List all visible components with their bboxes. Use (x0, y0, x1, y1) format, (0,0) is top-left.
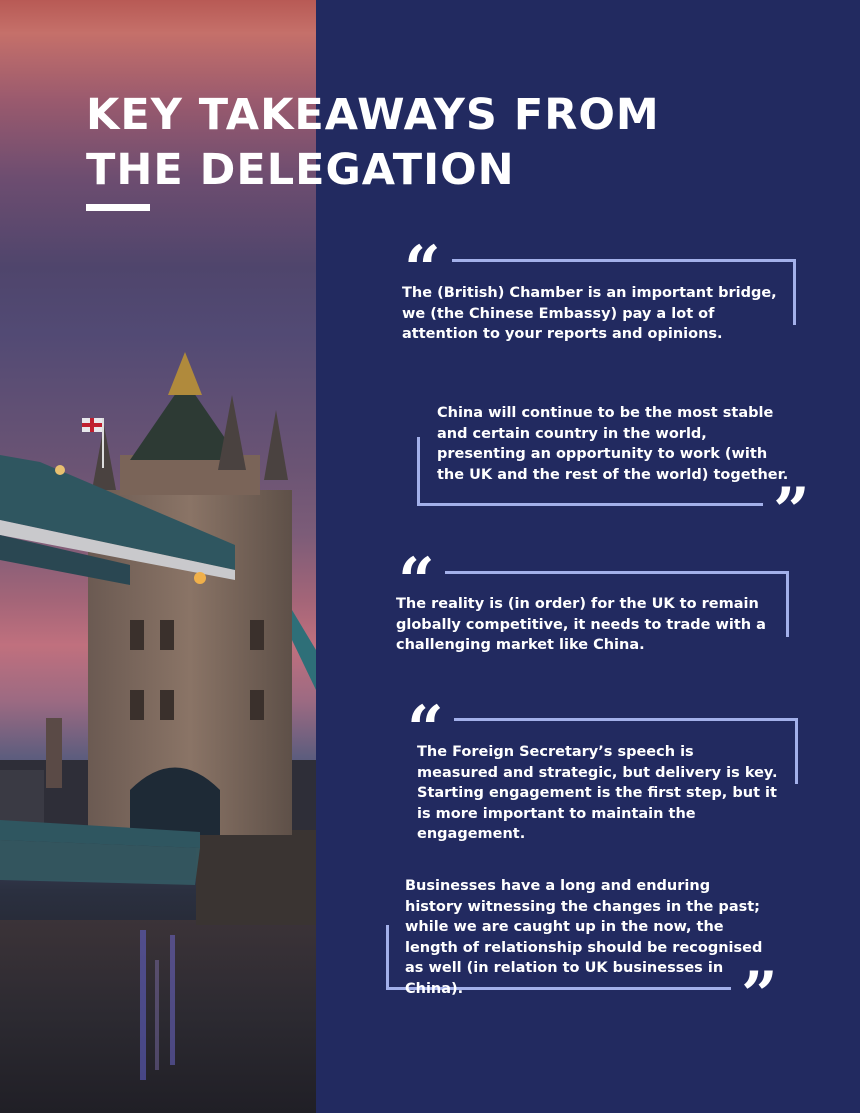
close-quote-icon: ” (773, 474, 810, 549)
page-title (86, 88, 706, 198)
quote-3-text: The reality is (in order) for the UK to remain globally competitive, it needs to trade with a challenging market like China. (396, 596, 766, 653)
page-title-line-1: KEY TAKEAWAYS FROM (86, 90, 660, 140)
open-quote-icon: “ (398, 544, 435, 619)
quote-2-text: China will continue to be the most stable and certain country in the world, presenting an opportunity to work (with the UK and the rest of the world) together. (437, 405, 789, 483)
title-underline (86, 204, 150, 211)
quote-4-text: The Foreign Secretary’s speech is measured and strategic, but delivery is key. Starting engagement is the first step, but it is more important to maintain the engagement. (417, 744, 778, 842)
open-quote-icon: “ (404, 232, 441, 307)
quote-1-text: The (British) Chamber is an important bridge, we (the Chinese Embassy) pay a lot of attention to your reports and opinions. (402, 285, 777, 342)
close-quote-icon: ” (741, 958, 778, 1033)
quote-5-text: Businesses have a long and enduring history witnessing the changes in the past; while we are caught up in the now, the length of relationship should be recognised as well (in relation to UK businesses in China). (405, 878, 763, 997)
open-quote-icon: “ (407, 692, 444, 767)
page-title-line-2: THE DELEGATION (86, 145, 515, 195)
